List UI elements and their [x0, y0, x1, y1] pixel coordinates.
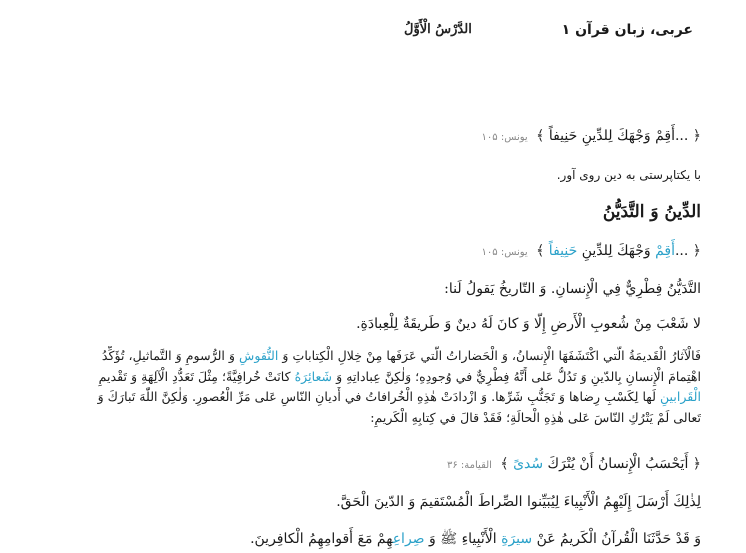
lesson-title: الدَّرْسُ الْأَوَّلُ — [404, 22, 472, 37]
book-title: عربی، زبان قرآن ۱ — [561, 22, 693, 38]
verse-reference: یونس: ۱۰۵ — [481, 247, 528, 258]
text-run: هِمْ مَعَ أَقوامِهِمُ الْكافِرينَ. — [250, 531, 393, 547]
paragraph-line-1 — [44, 346, 701, 367]
verse-open-bracket: ﴿ — [692, 456, 701, 472]
highlighted-word: صِراعِ — [392, 531, 425, 547]
verse-open-bracket: ﴿ — [692, 128, 701, 144]
verse-1 — [482, 128, 701, 144]
text-run: لَها لِكَسْبِ رِضاها وَ تَجَنُّبِ شَرِّها. وَ ازْدادَتْ هٰذِهِ الْخُرافاتُ في أَديانِ النّاسِ عَلى مَرِّ الْعُصورِ. وَلٰكِنَّ اللّٰهَ تَبارَكَ وَ — [97, 389, 660, 404]
verse-reference: القیامة: ۳۶ — [446, 460, 492, 471]
verse-text-start: أَيَحْسَبُ الْإِنسانُ أَنْ يُتْرَكَ — [543, 456, 689, 472]
highlighted-word: سُدىً — [513, 456, 544, 472]
verse-text-mid: وَجْهَكَ لِلدِّينِ — [577, 243, 656, 259]
text-run: الْأَنْبِياءِ ﷺ وَ — [424, 531, 502, 547]
highlighted-word: النُّقوشِ — [239, 348, 279, 363]
verse-text-start: ... — [674, 243, 689, 259]
verse-2 — [482, 243, 701, 259]
sentence-4 — [250, 530, 701, 550]
paragraph-line-4: تَعالى لَمْ يَتْرُكِ النّاسَ عَلى هٰذِهِ الْحالَةِ؛ فَقَدْ قالَ في كِتابِهِ الْكَريمِ: — [370, 409, 701, 425]
highlighted-word: شَعائِرَهُ — [294, 368, 333, 384]
verse-3 — [447, 456, 701, 472]
highlighted-word: أَقِمْ — [655, 243, 675, 259]
verse-close-bracket: ﴾ — [536, 243, 545, 259]
sentence-3: لِذٰلِكَ أَرْسَلَ إِلَيْهِمُ الْأَنْبِياءَ لِيُبَيِّنوا الصِّراطَ الْمُسْتَقيمَ وَ الدّينَ الْحَقَّ. — [336, 494, 701, 510]
text-run: وَ الرُّسومِ وَ التَّماثيلِ، تُؤَكِّدُ — [101, 348, 239, 363]
highlighted-word: سيرَةِ — [501, 531, 533, 547]
persian-translation: با یکتاپرستی به دین روی آور. — [556, 168, 701, 182]
sentence-1: التَّدَيُّنُ فِطْرِيٌّ فِي الْإِنسانِ. وَ التّاريخُ يَقولُ لَنا: — [444, 281, 701, 297]
highlighted-word: الْقَرابينِ — [659, 389, 701, 404]
verse-open-bracket: ﴿ — [692, 243, 701, 259]
section-title: الدِّينُ وَ التَّدَيُّنُ — [602, 202, 701, 222]
paragraph-line-2 — [44, 367, 701, 388]
verse-close-bracket: ﴾ — [536, 128, 545, 144]
verse-text: ...أَقِمْ وَجْهَكَ لِلدِّينِ حَنِيفاً — [548, 128, 689, 144]
verse-close-bracket: ﴾ — [500, 456, 509, 472]
text-run: اهْتِمامَ الْإِنسانِ بِالدّينِ وَ تَدُلُّ عَلى أَنَّهُ فِطْرِيٌّ في وُجودِهِ؛ وَلٰكِنَّ عِباداتِهِ وَ — [332, 368, 701, 384]
paragraph-line-3 — [44, 387, 701, 408]
verse-reference: یونس: ۱۰۵ — [481, 132, 528, 143]
main-paragraph — [44, 346, 701, 428]
text-run: فَالْآثارُ الْقَديمَةُ الَّتي اكْتَشَفَهَا الْإِنسانُ، وَ الْحَضاراتُ الَّتي عَرَفَها مِنْ خِلالِ الْكِتاباتِ وَ — [278, 348, 701, 363]
text-run: وَ قَدْ حَدَّثَنَا الْقُرآنُ الْكَريمُ عَنْ — [532, 531, 701, 547]
highlighted-word: حَنِيفاً — [548, 243, 578, 259]
sentence-2: لا شَعْبَ مِنْ شُعوبِ الْأَرضِ إِلّا وَ كانَ لَهُ دينٌ وَ طَريقَةٌ لِلْعِبادَةِ. — [356, 316, 701, 332]
text-run: كانَتْ خُرافِيَّةً؛ مِثْلَ تَعَدُّدِ الْآلِهَةِ وَ تَقْديمِ — [98, 368, 295, 384]
